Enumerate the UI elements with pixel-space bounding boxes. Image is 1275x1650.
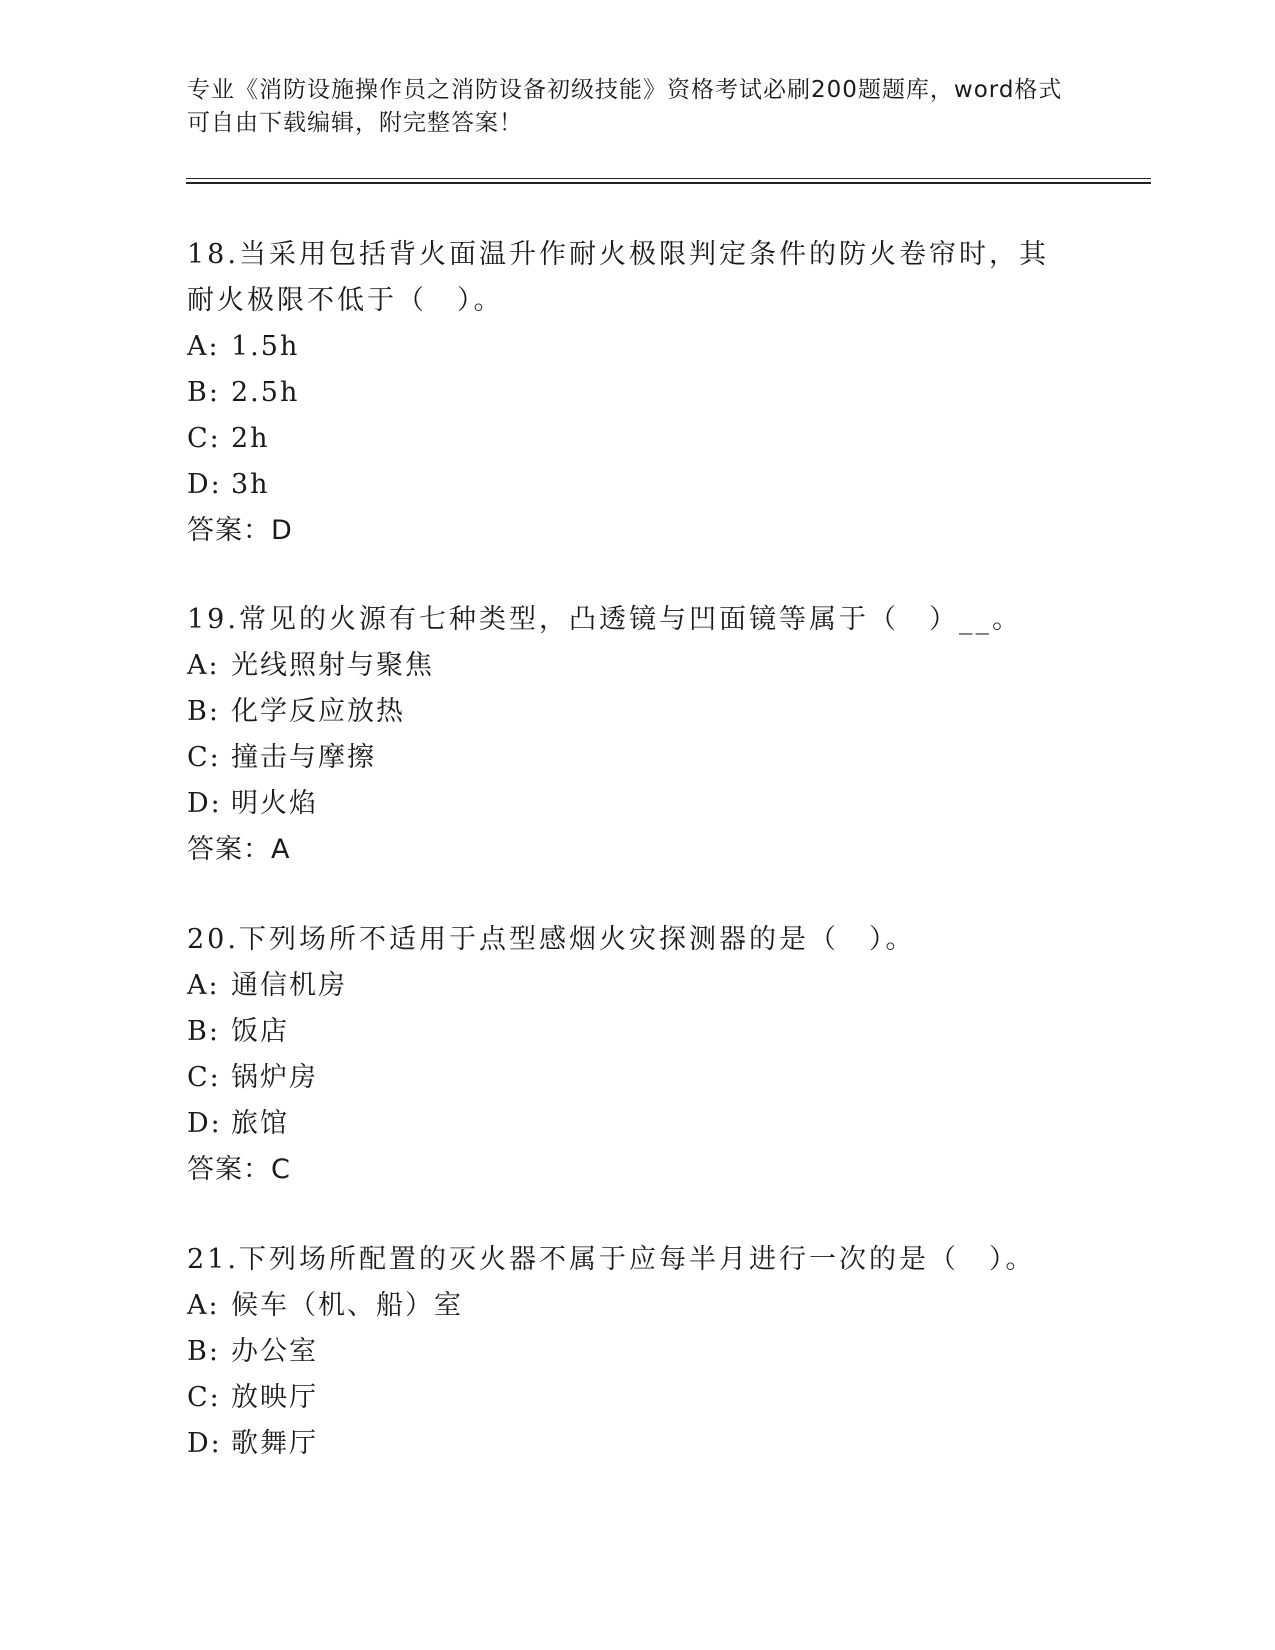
option-text: 歌舞厅 — [231, 1428, 318, 1459]
option-text: 饭店 — [231, 1016, 289, 1047]
option-letter: C: — [187, 742, 221, 773]
answer: 答案：C — [187, 1154, 291, 1185]
option-text: 旅馆 — [231, 1108, 289, 1139]
question-21 — [187, 1237, 1087, 1467]
question-stem: 18.当采用包括背火面温升作耐火极限判定条件的防火卷帘时，其耐火极限不低于（ ）。 — [187, 239, 1049, 316]
option-b — [187, 1009, 1087, 1055]
option-letter: D: — [187, 469, 222, 500]
option-b — [187, 689, 1087, 735]
option-letter: A: — [187, 331, 220, 362]
option-c — [187, 1375, 1087, 1421]
option-text: 2.5h — [231, 377, 300, 408]
question-stem: 19.常见的火源有七种类型，凸透镜与凹面镜等属于（ ）__。 — [187, 604, 1022, 635]
answer: 答案：D — [187, 515, 293, 546]
option-text: 候车（机、船）室 — [231, 1290, 463, 1321]
option-letter: A: — [187, 1290, 220, 1321]
option-a — [187, 963, 1087, 1009]
option-text: 通信机房 — [231, 970, 347, 1001]
option-text: 明火焰 — [231, 788, 318, 819]
option-letter: D: — [187, 1108, 222, 1139]
option-c — [187, 416, 1087, 462]
option-a — [187, 643, 1087, 689]
option-a — [187, 324, 1087, 370]
option-letter: C: — [187, 423, 221, 454]
question-stem: 20.下列场所不适用于点型感烟火灾探测器的是（ ）。 — [187, 924, 916, 955]
option-letter: D: — [187, 1428, 222, 1459]
option-c — [187, 1055, 1087, 1101]
option-text: 光线照射与聚焦 — [231, 650, 434, 681]
option-text: 锅炉房 — [231, 1062, 318, 1093]
option-letter: B: — [187, 696, 220, 727]
option-c — [187, 735, 1087, 781]
document-header: 专业《消防设施操作员之消防设备初级技能》资格考试必刷200题题库，word格式可自由下载编辑，附完整答案！ — [187, 77, 1063, 136]
option-letter: C: — [187, 1062, 221, 1093]
option-a — [187, 1283, 1087, 1329]
option-text: 放映厅 — [231, 1382, 318, 1413]
option-b — [187, 1329, 1087, 1375]
option-letter: B: — [187, 1016, 220, 1047]
option-text: 3h — [231, 469, 270, 500]
question-19 — [187, 597, 1087, 873]
header-divider-top — [186, 178, 1151, 179]
option-text: 化学反应放热 — [231, 696, 405, 727]
option-letter: A: — [187, 650, 220, 681]
option-text: 1.5h — [231, 331, 300, 362]
option-letter: D: — [187, 788, 222, 819]
option-letter: A: — [187, 970, 220, 1001]
answer: 答案：A — [187, 834, 291, 865]
option-text: 撞击与摩擦 — [231, 742, 376, 773]
question-20 — [187, 917, 1087, 1193]
option-d — [187, 462, 1087, 508]
option-text: 2h — [231, 423, 270, 454]
header-divider-bottom — [186, 182, 1151, 184]
option-letter: B: — [187, 1336, 220, 1367]
question-18 — [187, 232, 1087, 554]
option-d — [187, 1421, 1087, 1467]
question-stem: 21.下列场所配置的灭火器不属于应每半月进行一次的是（ ）。 — [187, 1244, 1036, 1275]
option-text: 办公室 — [231, 1336, 318, 1367]
option-d — [187, 781, 1087, 827]
option-d — [187, 1101, 1087, 1147]
option-b — [187, 370, 1087, 416]
option-letter: B: — [187, 377, 220, 408]
option-letter: C: — [187, 1382, 221, 1413]
